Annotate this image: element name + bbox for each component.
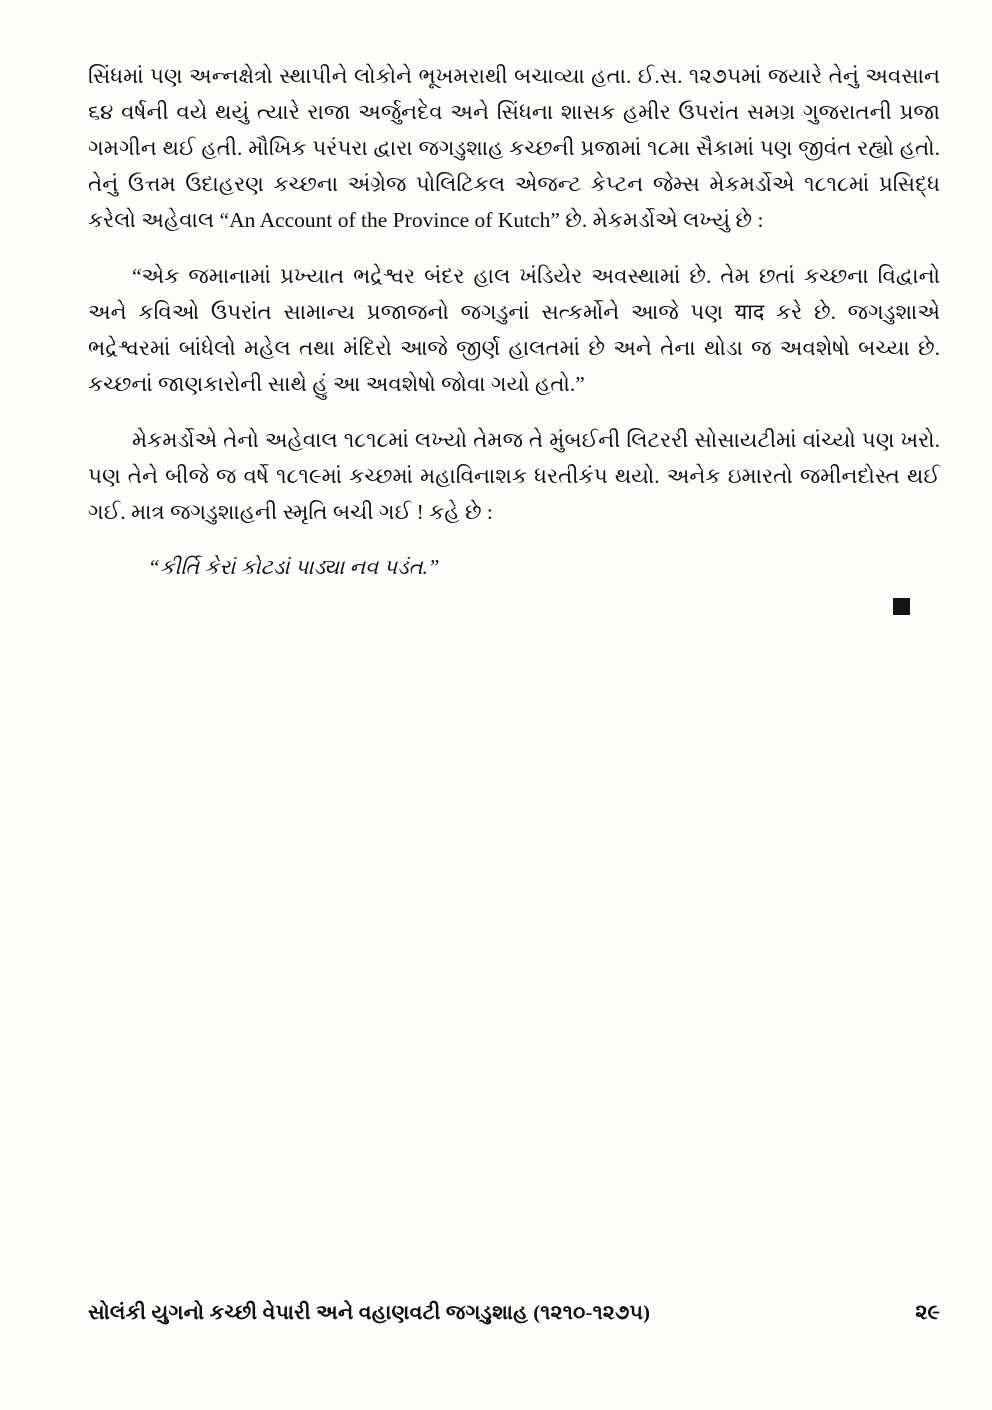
footer-running-title: સોલંકી યુગનો કચ્છી વેપારી અને વહાણવટી જગડુશાહ (૧૨૧૦-૧૨૭૫) (88, 1302, 651, 1324)
paragraph-2: “એક જમાનામાં પ્રખ્યાત ભદ્રેશ્વર બંદર હાલ ખંડિયેર અવસ્થામાં છે. તેમ છતાં કચ્છના વિદ્વાનો અને કવિઓ ઉપરાંત સામાન્ય પ્રજાજનો જગડુનાં સત્કર્મોને આજે પણ याद કરે છે. જગડુશાએ ભદ્રેશ્વરમાં બાંધેલો મહેલ તથા મંદિરો આજે જીર્ણ હાલતમાં છે અને તેના થોડા જ અવશેષો બચ્યા છે. કચ્છનાં જાણકારોની સાથે હું આ અવશેષો જોવા ગયો હતો.” (88, 264, 940, 396)
page-content (88, 58, 940, 584)
paragraph-1: સિંધમાં પણ અન્નક્ષેત્રો સ્થાપીને લોકોને ભૂખમરાથી બચાવ્યા હતા. ઈ.સ. ૧૨૭૫માં જયારે તેનું અવસાન ૬૪ વર્ષની વયે થયું ત્યારે રાજા અર્જુનદેવ અને સિંધના શાસક હમીર ઉપરાંત સમગ્ર ગુજરાતની પ્રજા ગમગીન થઈ હતી. મૌખિક પરંપરા દ્વારા જગડુશાહ કચ્છની પ્રજામાં ૧૮મા સૈકામાં પણ જીવંત રહ્યો હતો. તેનું ઉત્તમ ઉદાહરણ કચ્છના અંગ્રેજ પોલિટિકલ એજન્ટ કેપ્ટન જેમ્સ મેકમર્ડોએ ૧૮૧૮માં પ્રસિદ્ધ કરેલો અહેવાલ “An Account of the Province of Kutch” છે. મેકમર્ડોએ લખ્યું છે : (88, 64, 940, 232)
verse-quote: “કીર્તિ કેરાં કોટડાં પાડ્યા નવ પડંત.” (148, 555, 440, 579)
paragraph-3: મેકમર્ડોએ તેનો અહેવાલ ૧૮૧૮માં લખ્યો તેમજ તે મુંબઈની લિટરરી સોસાયટીમાં વાંચ્યો પણ ખરો. પણ તેને બીજે જ વર્ષે ૧૮૧૯માં કચ્છમાં મહાવિનાશક ધરતીકંપ થયો. અનેક ઇમારતો જમીનદોસ્ત થઈ ગઈ. માત્ર જગડુશાહની સ્મૃતિ બચી ગઈ ! કહે છે : (88, 428, 940, 524)
footer-page-number: ૨૯ (915, 1300, 940, 1324)
paragraph-spacer (88, 238, 940, 258)
end-of-article-square-icon (893, 598, 910, 615)
page-footer (88, 1300, 940, 1325)
paragraph-spacer (88, 402, 940, 422)
